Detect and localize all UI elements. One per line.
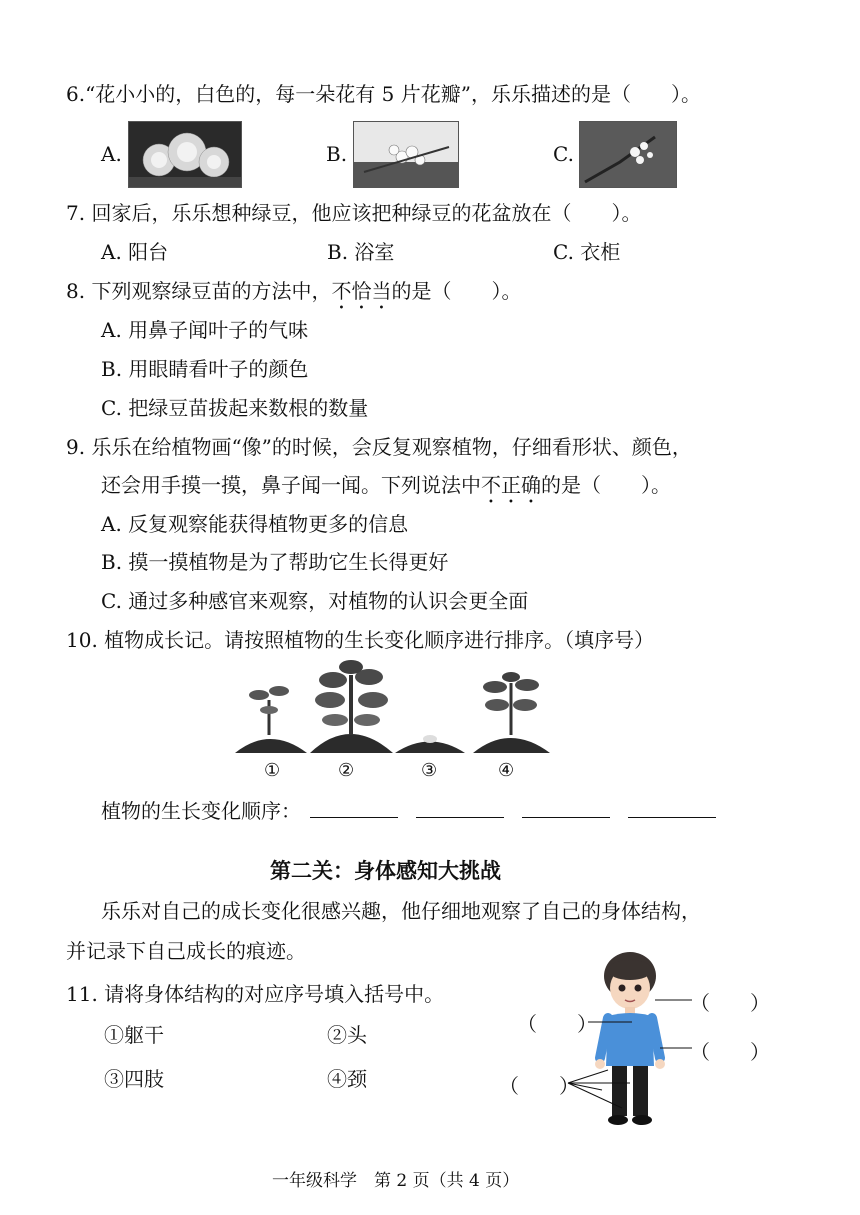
q7-option-b: B. 浴室 [327,240,395,264]
q7-option-a: A. 阳台 [101,240,169,264]
q8-stem-post: 的是（ ）。 [391,279,522,303]
plant-label-3: ③ [421,760,438,781]
plant-stage-4 [473,672,550,753]
section-2-intro-line2: 并记录下自己成长的痕迹。 [66,939,306,963]
q9-line2-emphasis: 不正确 [481,473,541,497]
question-8-stem [66,277,521,314]
q6-option-b-label: B. [326,142,348,166]
neck-answer-box[interactable]: （ ） [517,1012,597,1036]
q9-option-b: B. 摸一摸植物是为了帮助它生长得更好 [101,550,449,574]
question-11-stem: 11. 请将身体结构的对应序号填入括号中。 [66,982,445,1006]
body-part-option-4: ④颈 [327,1067,367,1091]
section-2-title: 第二关：身体感知大挑战 [270,859,501,883]
answer-blank-3[interactable] [522,799,610,818]
q8-option-a: A. 用鼻子闻叶子的气味 [101,318,309,342]
question-7-stem: 7. 回家后，乐乐想种绿豆，他应该把种绿豆的花盆放在（ ）。 [66,201,642,225]
q8-stem-emphasis: 不恰当 [331,279,392,303]
chrysanthemum-photo [128,121,242,188]
page-footer: 一年级科学 第 2 页（共 4 页） [272,1171,520,1191]
q10-answer-row [101,797,725,825]
plum-blossom-photo [579,121,677,188]
section-2-intro-line1: 乐乐对自己的成长变化很感兴趣，他仔细地观察了自己的身体结构， [101,899,701,923]
plant-stage-2 [310,660,393,753]
limbs-answer-box[interactable]: （ ） [499,1074,579,1098]
plant-stage-1 [235,686,307,753]
plant-stage-3 [395,735,465,753]
q8-option-c: C. 把绿豆苗拔起来数根的数量 [101,396,369,420]
body-part-option-2: ②头 [327,1023,367,1047]
body-part-option-1: ①躯干 [104,1023,164,1047]
answer-blank-1[interactable] [310,799,398,818]
q6-option-c-label: C. [553,142,574,166]
q9-option-a: A. 反复观察能获得植物更多的信息 [101,512,409,536]
answer-blank-4[interactable] [628,799,716,818]
answer-blank-2[interactable] [416,799,504,818]
q9-line2-pre: 还会用手摸一摸，鼻子闻一闻。下列说法中 [101,473,481,497]
question-9-line2 [101,471,671,508]
q9-option-c: C. 通过多种感官来观察，对植物的认识会更全面 [101,589,529,613]
plant-label-4: ④ [498,760,515,781]
question-9-line1: 9. 乐乐在给植物画“像”的时候，会反复观察植物，仔细看形状、颜色， [66,435,692,459]
q8-option-b: B. 用眼睛看叶子的颜色 [101,357,309,381]
q7-option-c: C. 衣柜 [553,240,621,264]
q6-option-a-label: A. [101,142,122,166]
q9-line2-post: 的是（ ）。 [541,473,671,497]
question-10-stem: 10. 植物成长记。请按照植物的生长变化顺序进行排序。（填序号） [66,628,655,652]
q10-answer-label: 植物的生长变化顺序： [101,799,301,823]
pear-blossom-photo [353,121,459,188]
torso-answer-box[interactable]: （ ） [690,1040,770,1064]
body-part-option-3: ③四肢 [104,1067,164,1091]
plant-growth-illustration [225,655,555,755]
plant-label-1: ① [264,760,281,781]
question-6-stem: 6.“花小小的，白色的，每一朵花有 5 片花瓣”，乐乐描述的是（ ）。 [66,82,701,106]
plant-label-2: ② [338,760,355,781]
head-answer-box[interactable]: （ ） [690,991,770,1015]
q8-stem-pre: 8. 下列观察绿豆苗的方法中， [66,279,332,303]
